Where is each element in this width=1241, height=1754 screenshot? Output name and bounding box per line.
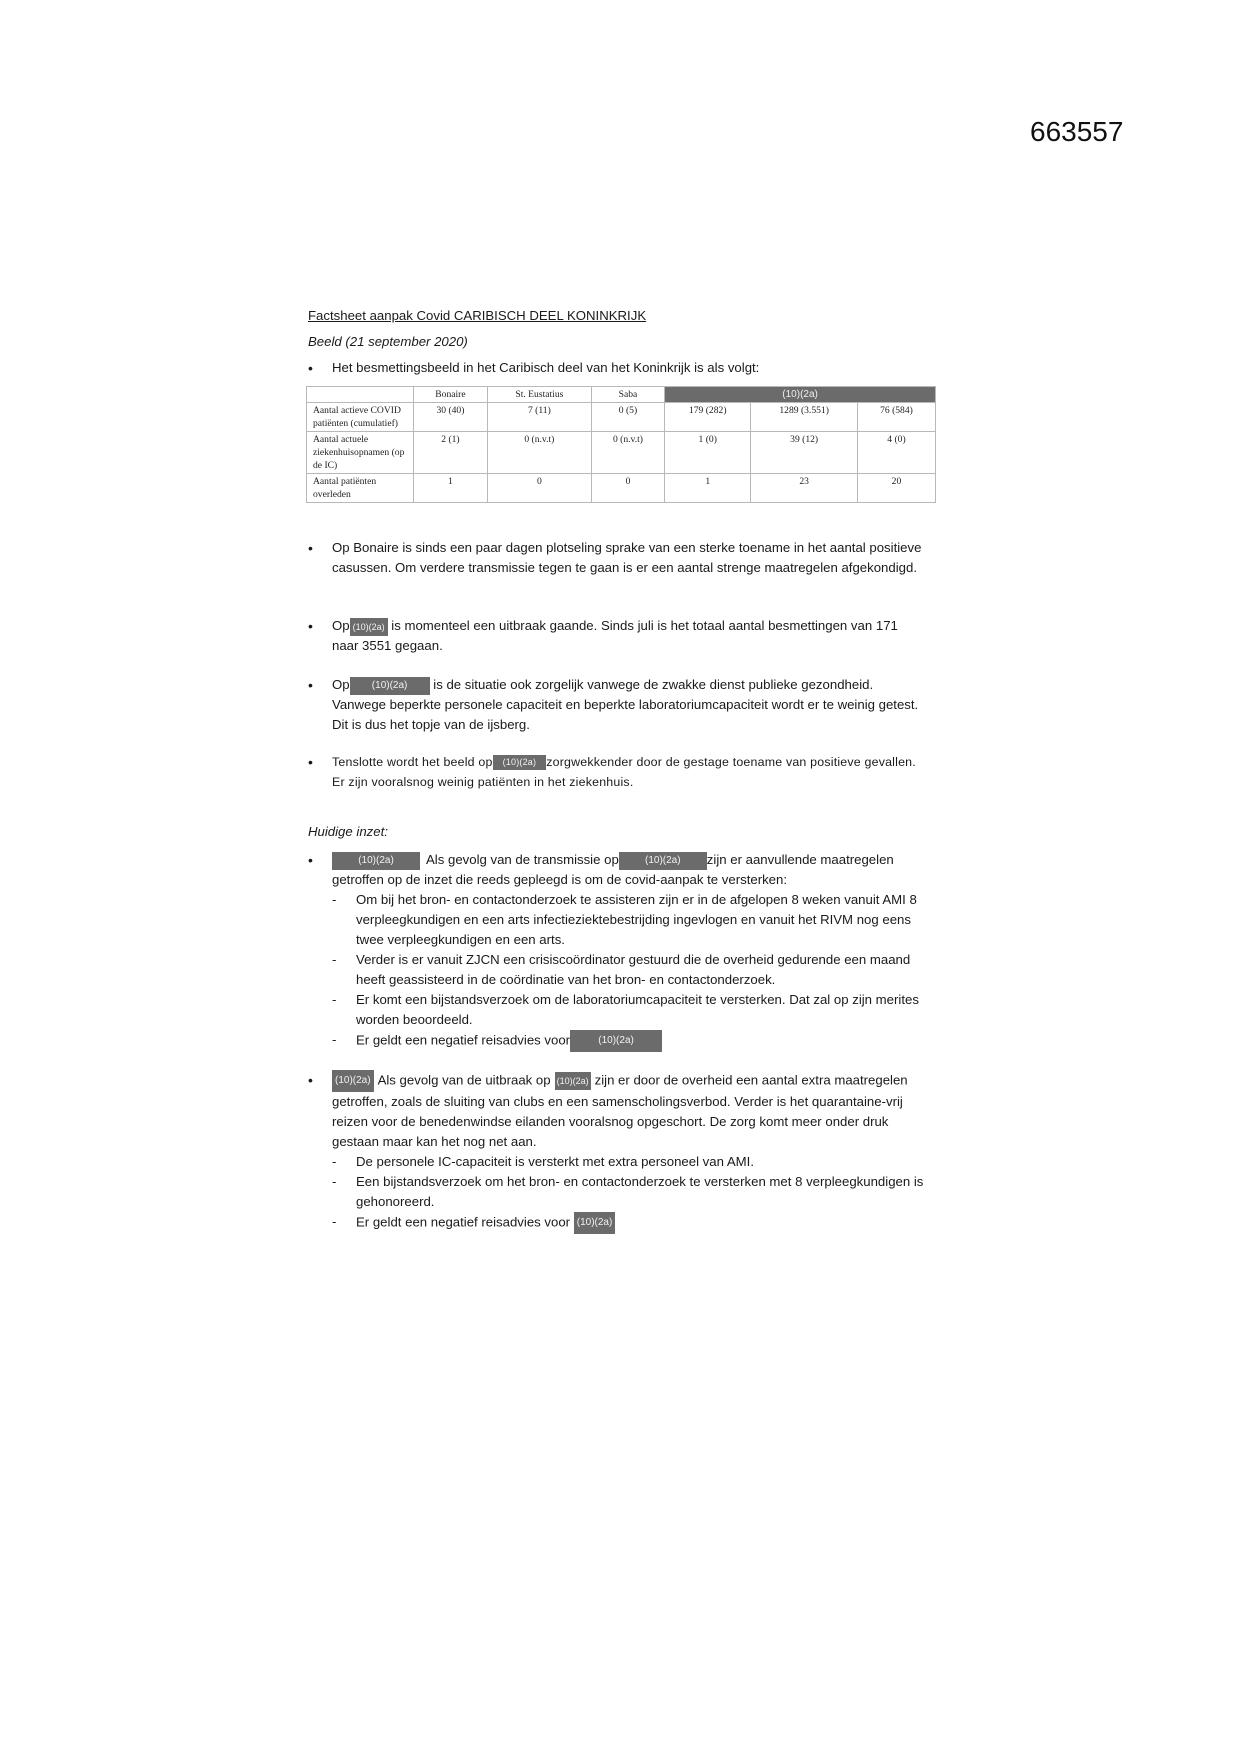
dash-icon: -	[332, 952, 337, 967]
bullet-text-pre: Op	[332, 677, 350, 692]
dash-icon: -	[332, 1154, 337, 1169]
table-cell: 1	[414, 474, 488, 503]
table-cell: 1	[665, 474, 751, 503]
intro-bullet	[308, 358, 924, 378]
bullet-icon: •	[308, 677, 313, 693]
sub-item	[332, 1152, 924, 1172]
table-cell: 30 (40)	[414, 403, 488, 432]
bullet-text-post: is momenteel een uitbraak gaande. Sinds juli is het totaal aantal besmettingen van 171 naar 3551 gegaan.	[332, 618, 898, 653]
table-cell: 0 (n.v.t)	[487, 432, 591, 474]
bullet-text-post: is de situatie ook zorgelijk vanwege de zwakke dienst publieke gezondheid. Vanwege beperkte personele capaciteit en beperkte laboratoriumcapaciteit wordt er te weinig getest. Dit is dus het topje van de ijsberg.	[332, 677, 919, 732]
table-header-cell	[307, 387, 414, 403]
bullet-public-health	[308, 675, 924, 735]
table-row	[307, 432, 936, 474]
document-number: 663557	[1030, 116, 1124, 147]
bullet-icon: •	[308, 754, 314, 770]
dash-icon: -	[332, 892, 337, 907]
table-cell: 1289 (3.551)	[751, 403, 858, 432]
table-header-cell: St. Eustatius	[487, 387, 591, 403]
bullet-text: Op Bonaire is sinds een paar dagen plotseling sprake van een sterke toename in het aantal positieve casussen. Om verdere transmissie tegen te gaan is er een aantal strenge maatregelen afgekondigd.	[332, 540, 922, 575]
infection-table	[306, 386, 936, 503]
sub-item	[332, 1172, 924, 1212]
table-row	[307, 474, 936, 503]
bullet-icon: •	[308, 618, 313, 634]
sub-item-text: Er komt een bijstandsverzoek om de laboratoriumcapaciteit te versterken. Dat zal op zijn merites worden beoordeeld.	[356, 992, 919, 1027]
table-cell: 7 (11)	[487, 403, 591, 432]
bullet-concern	[308, 752, 924, 792]
redaction-box: (10)(2a)	[555, 1072, 591, 1090]
table-cell: 23	[751, 474, 858, 503]
sub-item	[332, 1212, 924, 1234]
bullet-text-mid: Als gevolg van de transmissie op	[426, 852, 619, 867]
section-heading-beeld: Beeld (21 september 2020)	[308, 334, 468, 349]
bullet-text-mid: Als gevolg van de uitbraak op	[377, 1072, 551, 1088]
bullet-text-pre: Op	[332, 618, 350, 633]
row-label: Aantal actuele ziekenhuisopnamen (op de IC)	[307, 432, 414, 474]
table-cell: 0	[591, 474, 664, 503]
bullet-outbreak	[308, 616, 924, 656]
bullet-text-pre: Tenslotte wordt het beeld op	[332, 755, 493, 769]
sub-item-text: Een bijstandsverzoek om het bron- en contactonderzoek te versterken met 8 verpleegkundigen is gehonoreerd.	[356, 1174, 924, 1209]
bullet-bonaire	[308, 538, 924, 578]
table-cell: 4 (0)	[857, 432, 935, 474]
bullet-text	[332, 675, 924, 735]
dash-icon: -	[332, 992, 337, 1007]
intro-bullet-text: Het besmettingsbeeld in het Caribisch deel van het Koninkrijk is als volgt:	[332, 360, 760, 375]
bullet-text-post: zorgwekkender door de gestage toename van positieve gevallen. Er zijn vooralsnog weinig patiënten in het ziekenhuis.	[332, 755, 916, 789]
table-cell: 2 (1)	[414, 432, 488, 474]
redaction-box: (10)(2a)	[493, 755, 547, 770]
table-header-cell: Bonaire	[414, 387, 488, 403]
table-row	[307, 403, 936, 432]
bullet-text	[332, 1070, 924, 1152]
table-cell: 0 (5)	[591, 403, 664, 432]
sub-item	[332, 890, 924, 950]
table-cell: 1 (0)	[665, 432, 751, 474]
bullet-icon: •	[308, 540, 313, 556]
row-label: Aantal actieve COVID patiënten (cumulatief)	[307, 403, 414, 432]
row-label: Aantal patiënten overleden	[307, 474, 414, 503]
section-heading-inzet: Huidige inzet:	[308, 824, 388, 839]
bullet-icon: •	[308, 360, 313, 376]
dash-icon: -	[332, 1174, 337, 1189]
inzet-bullet-1	[308, 850, 924, 1052]
dash-icon: -	[332, 1214, 337, 1229]
sub-item	[332, 950, 924, 990]
table-cell: 179 (282)	[665, 403, 751, 432]
redaction-box: (10)(2a)	[619, 852, 707, 870]
redaction-box: (10)(2a)	[574, 1212, 616, 1234]
bullet-icon: •	[308, 1072, 313, 1088]
table-cell: 20	[857, 474, 935, 503]
redaction-box: (10)(2a)	[332, 852, 420, 870]
redaction-box: (10)(2a)	[332, 1070, 374, 1092]
sub-item-text: Verder is er vanuit ZJCN een crisiscoördinator gestuurd die de overheid gedurende een maand heeft geassisteerd in de coördinatie van het bron- en contactonderzoek.	[356, 952, 911, 987]
document-title: Factsheet aanpak Covid CARIBISCH DEEL KONINKRIJK	[308, 308, 647, 323]
dash-icon: -	[332, 1032, 337, 1047]
table-cell: 39 (12)	[751, 432, 858, 474]
bullet-text-post: zijn er aanvullende maatregelen getroffen op de inzet die reeds gepleegd is om de covid-aanpak te versterken:	[332, 852, 894, 887]
sub-item-text: De personele IC-capaciteit is versterkt met extra personeel van AMI.	[356, 1154, 754, 1169]
redaction-box: (10)(2a)	[570, 1030, 662, 1052]
sub-item-text: Om bij het bron- en contactonderzoek te assisteren zijn er in de afgelopen 8 weken vanuit AMI 8 verpleegkundigen en een arts infectieziektebestrijding ingevlogen en vanuit het RIVM nog eens twee verpleegkundigen en een arts.	[356, 892, 917, 947]
table-cell: 76 (584)	[857, 403, 935, 432]
table-cell: 0	[487, 474, 591, 503]
sub-item-text: Er geldt een negatief reisadvies voor	[356, 1032, 571, 1048]
bullet-text	[332, 752, 924, 792]
sub-item	[332, 990, 924, 1030]
table-header-row	[307, 387, 936, 403]
bullet-text-post: zijn er door de overheid een aantal extra maatregelen getroffen, zoals de sluiting van clubs en een samenscholingsverbod. Verder is het quarantaine-vrij reizen voor de benedenwindse eilanden vooralsnog opgeschort. De zorg komt meer onder druk gestaan maar kan het nog net aan.	[332, 1072, 908, 1149]
sub-item-text: Er geldt een negatief reisadvies voor	[356, 1214, 571, 1230]
bullet-text	[332, 850, 924, 890]
table-cell: 0 (n.v.t)	[591, 432, 664, 474]
redaction-box: (10)(2a)	[350, 618, 388, 636]
bullet-icon: •	[308, 852, 313, 868]
redacted-header-cell: (10)(2a)	[665, 387, 936, 403]
inzet-bullet-2	[308, 1070, 924, 1234]
redaction-box: (10)(2a)	[350, 677, 430, 695]
sub-item	[332, 1030, 924, 1052]
table-header-cell: Saba	[591, 387, 664, 403]
bullet-text	[332, 616, 924, 656]
